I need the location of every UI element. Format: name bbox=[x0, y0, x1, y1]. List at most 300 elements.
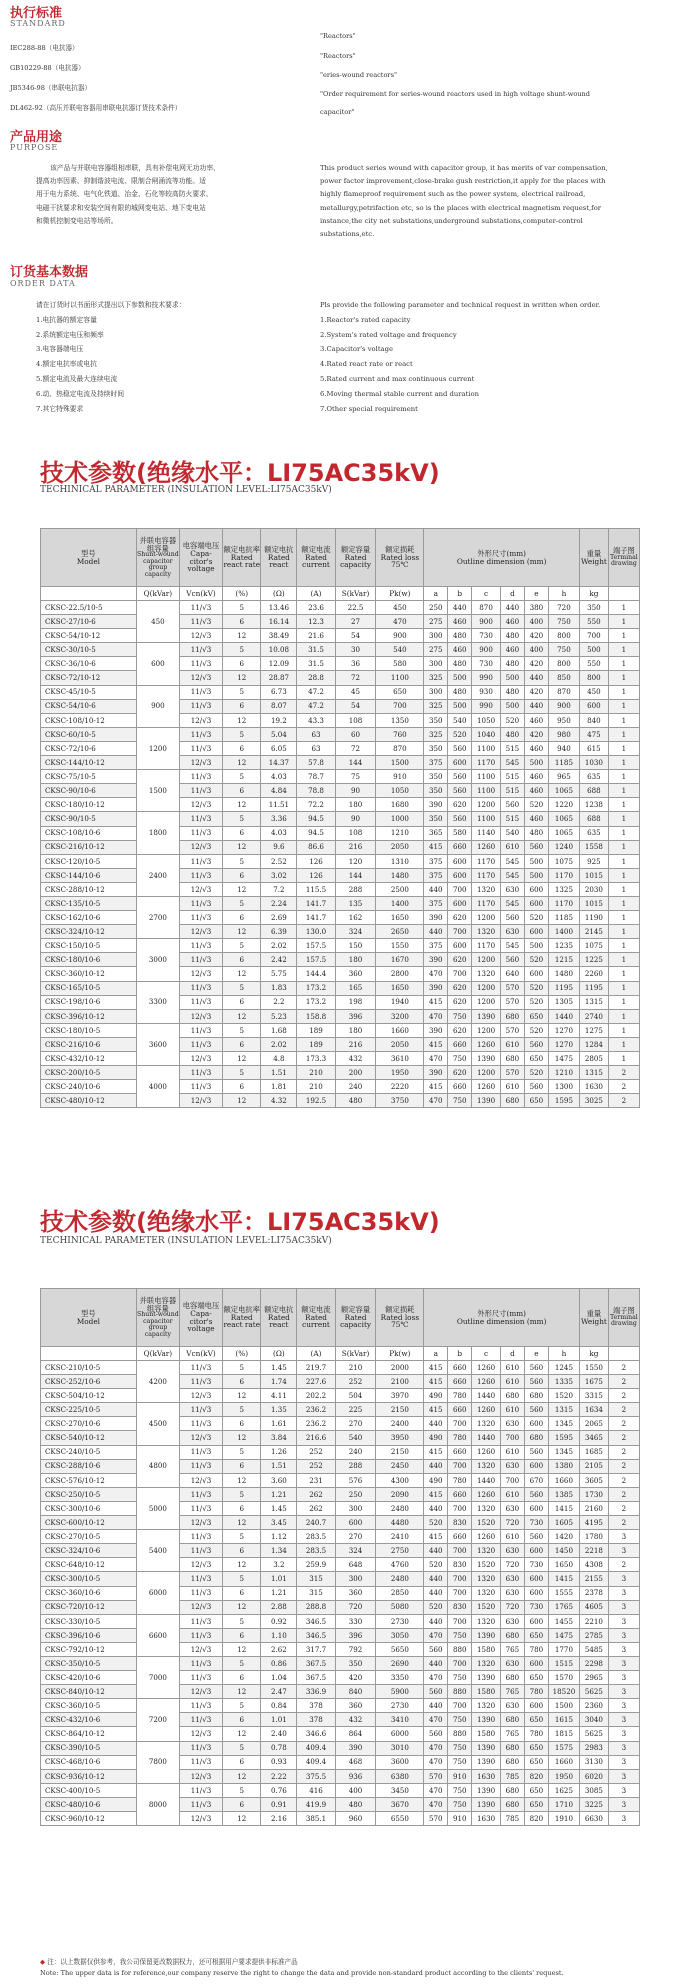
purpose-title: 产品用途 bbox=[10, 130, 63, 145]
table-cell: 1200 bbox=[472, 798, 501, 812]
table-row bbox=[41, 840, 640, 854]
table-cell: 12 bbox=[223, 713, 261, 727]
table-cell: 1185 bbox=[548, 911, 579, 925]
table-cell: 2.52 bbox=[261, 854, 297, 868]
unit-q: Q(kVar) bbox=[136, 1347, 179, 1361]
table-cell: 3 bbox=[608, 1671, 639, 1685]
table-cell: 3 bbox=[608, 1699, 639, 1713]
table-cell: 390 bbox=[424, 1066, 448, 1080]
table-cell: 560 bbox=[524, 1487, 548, 1501]
table-cell: 1350 bbox=[376, 713, 424, 727]
table-cell: 2 bbox=[608, 1417, 639, 1431]
table-cell: 570 bbox=[424, 1812, 448, 1826]
table-cell: 3025 bbox=[580, 1094, 609, 1108]
table-cell: 500 bbox=[448, 671, 472, 685]
table-cell: 1605 bbox=[548, 1516, 579, 1530]
table-cell: 630 bbox=[500, 1459, 524, 1473]
table-cell: 12 bbox=[223, 1094, 261, 1108]
table-cell: 1.10 bbox=[261, 1628, 297, 1642]
table-cell: 240 bbox=[335, 1080, 376, 1094]
table-cell: 650 bbox=[376, 685, 424, 699]
model-cell: CKSC-200/10-5 bbox=[41, 1066, 137, 1080]
purpose-line-en: power factor improvement,close-brake gush restriction,it apply for the places with bbox=[320, 177, 606, 186]
table-cell: 1260 bbox=[472, 1530, 501, 1544]
table-cell: 30 bbox=[335, 643, 376, 657]
table-cell: 216.6 bbox=[297, 1431, 335, 1445]
table-cell: 385.1 bbox=[297, 1812, 335, 1826]
order-line-en: 4.Rated react rate or react bbox=[320, 360, 413, 369]
table-cell: 940 bbox=[548, 741, 579, 755]
model-cell: CKSC-240/10-5 bbox=[41, 1445, 137, 1459]
table-cell: 470 bbox=[424, 1052, 448, 1066]
table-row bbox=[41, 995, 640, 1009]
table-cell: 560 bbox=[524, 1361, 548, 1375]
table-cell: 270 bbox=[335, 1530, 376, 1544]
footnote-cn bbox=[40, 1956, 298, 1966]
purpose-line-en: substations,etc. bbox=[320, 230, 375, 239]
unit-v: Vcn(kV) bbox=[179, 1347, 222, 1361]
table-cell: 12 bbox=[223, 798, 261, 812]
table-cell: 415 bbox=[424, 840, 448, 854]
table-cell: 1390 bbox=[472, 1094, 501, 1108]
table-cell: 460 bbox=[524, 741, 548, 755]
table-cell: 1195 bbox=[580, 981, 609, 995]
table-cell: 730 bbox=[472, 657, 501, 671]
table-cell: 11/√3 bbox=[179, 896, 222, 910]
table-cell: 11/√3 bbox=[179, 1671, 222, 1685]
table-cell: 785 bbox=[500, 1812, 524, 1826]
table-cell: 27 bbox=[335, 615, 376, 629]
table-cell: 1190 bbox=[580, 911, 609, 925]
table-cell: 2 bbox=[608, 1403, 639, 1417]
table-cell: 6 bbox=[223, 826, 261, 840]
table-cell: 440 bbox=[424, 882, 448, 896]
table-cell: 5 bbox=[223, 601, 261, 615]
table-cell: 12/√3 bbox=[179, 671, 222, 685]
table-cell: 4800 bbox=[136, 1445, 179, 1487]
table-cell: 1215 bbox=[548, 953, 579, 967]
model-cell: CKSC-576/10-12 bbox=[41, 1473, 137, 1487]
table-cell: 2965 bbox=[580, 1671, 609, 1685]
table-cell: 432 bbox=[335, 1052, 376, 1066]
standard-line-en: "Reactors" bbox=[320, 52, 356, 60]
table-cell: 2065 bbox=[580, 1417, 609, 1431]
table-cell: 360 bbox=[335, 1699, 376, 1713]
table-cell: 7200 bbox=[136, 1699, 179, 1741]
order-title: 订货基本数据 bbox=[10, 265, 89, 280]
table-cell: 346.6 bbox=[297, 1727, 335, 1741]
unit-blank bbox=[608, 587, 639, 601]
table-cell: 262 bbox=[297, 1487, 335, 1501]
unit-kg: kg bbox=[580, 1347, 609, 1361]
table-cell: 470 bbox=[424, 967, 448, 981]
table-cell: 480 bbox=[448, 657, 472, 671]
model-cell: CKSC-144/10-6 bbox=[41, 868, 137, 882]
table-row bbox=[41, 854, 640, 868]
table-cell: 880 bbox=[448, 1727, 472, 1741]
table-cell: 630 bbox=[500, 925, 524, 939]
table-cell: 11/√3 bbox=[179, 953, 222, 967]
table-cell: 610 bbox=[500, 1375, 524, 1389]
table-cell: 12/√3 bbox=[179, 1558, 222, 1572]
table-cell: 6 bbox=[223, 1459, 261, 1473]
table-cell: 6 bbox=[223, 699, 261, 713]
table-cell: 560 bbox=[524, 1403, 548, 1417]
table-cell: 1170 bbox=[472, 756, 501, 770]
table-cell: 1 bbox=[608, 812, 639, 826]
table-cell: 765 bbox=[500, 1727, 524, 1741]
table-cell: 680 bbox=[500, 1094, 524, 1108]
model-cell: CKSC-180/10-12 bbox=[41, 798, 137, 812]
table-cell: 5 bbox=[223, 1783, 261, 1797]
table-cell: 12/√3 bbox=[179, 629, 222, 643]
table-cell: 11/√3 bbox=[179, 1755, 222, 1769]
table-cell: 1520 bbox=[472, 1558, 501, 1572]
table-cell: 2.2 bbox=[261, 995, 297, 1009]
table-cell: 2 bbox=[608, 1445, 639, 1459]
table-row bbox=[41, 699, 640, 713]
table-cell: 1 bbox=[608, 896, 639, 910]
table-cell: 3 bbox=[608, 1727, 639, 1741]
table-cell: 7.2 bbox=[261, 882, 297, 896]
table-cell: 1170 bbox=[548, 868, 579, 882]
table-row bbox=[41, 1037, 640, 1051]
table-cell: 1275 bbox=[580, 1023, 609, 1037]
model-cell: CKSC-90/10-6 bbox=[41, 784, 137, 798]
table-cell: 990 bbox=[472, 671, 501, 685]
table1-title: 技术参数(绝缘水平：LI75AC35kV) bbox=[40, 459, 440, 487]
table-cell: 1 bbox=[608, 615, 639, 629]
table-cell: 1.21 bbox=[261, 1586, 297, 1600]
table-cell: 480 bbox=[500, 629, 524, 643]
order-line: 2.系统额定电压和频率 bbox=[36, 330, 104, 339]
table-cell: 78.7 bbox=[297, 770, 335, 784]
table-cell: 520 bbox=[448, 727, 472, 741]
table-cell: 1390 bbox=[472, 1009, 501, 1023]
table-cell: 288 bbox=[335, 1459, 376, 1473]
standard-line-en: "eries-wound reactors" bbox=[320, 71, 398, 79]
unit-p: Pk(w) bbox=[376, 1347, 424, 1361]
table-cell: 12 bbox=[223, 1009, 261, 1023]
table-cell: 650 bbox=[524, 1797, 548, 1811]
table-cell: 415 bbox=[424, 995, 448, 1009]
table-cell: 460 bbox=[524, 770, 548, 784]
col-react-rate: 额定电抗率 Rated react rate bbox=[223, 529, 261, 587]
table-cell: 1.01 bbox=[261, 1713, 297, 1727]
standard-subtitle: STANDARD bbox=[10, 19, 66, 28]
table-cell: 1320 bbox=[472, 1614, 501, 1628]
table-cell: 3 bbox=[608, 1783, 639, 1797]
table-cell: 18520 bbox=[548, 1685, 579, 1699]
table-cell: 450 bbox=[136, 601, 179, 643]
table-cell: 440 bbox=[424, 925, 448, 939]
table-row bbox=[41, 1783, 640, 1797]
table-row bbox=[41, 1741, 640, 1755]
table-cell: 400 bbox=[524, 643, 548, 657]
table-cell: 12/√3 bbox=[179, 882, 222, 896]
table-cell: 540 bbox=[500, 826, 524, 840]
model-cell: CKSC-468/10-6 bbox=[41, 1755, 137, 1769]
table-cell: 1390 bbox=[472, 1783, 501, 1797]
order-line: 1.电抗器的额定容量 bbox=[36, 315, 97, 324]
table-cell: 1440 bbox=[548, 1009, 579, 1023]
table-cell: 5 bbox=[223, 1487, 261, 1501]
table-cell: 63 bbox=[297, 741, 335, 755]
table-cell: 1320 bbox=[472, 1699, 501, 1713]
table-row bbox=[41, 1066, 640, 1080]
table-cell: 1200 bbox=[136, 727, 179, 769]
col-dimension: 外形尺寸(mm) Outline dimension (mm) bbox=[424, 1289, 580, 1347]
table-cell: 7800 bbox=[136, 1741, 179, 1783]
table-cell: 415 bbox=[424, 1530, 448, 1544]
table-cell: 57.8 bbox=[297, 756, 335, 770]
model-cell: CKSC-54/10-12 bbox=[41, 629, 137, 643]
table-cell: 480 bbox=[335, 1797, 376, 1811]
table-cell: 47.2 bbox=[297, 685, 335, 699]
table-cell: 570 bbox=[500, 1066, 524, 1080]
table-cell: 1200 bbox=[472, 911, 501, 925]
table-cell: 5 bbox=[223, 1361, 261, 1375]
table-row bbox=[41, 657, 640, 671]
table-cell: 1000 bbox=[376, 812, 424, 826]
table-row bbox=[41, 1755, 640, 1769]
table-cell: 11/√3 bbox=[179, 854, 222, 868]
table-cell: 750 bbox=[448, 1713, 472, 1727]
table-cell: 5.04 bbox=[261, 727, 297, 741]
table-cell: 600 bbox=[524, 1459, 548, 1473]
table-cell: 12/√3 bbox=[179, 1685, 222, 1699]
table-cell: 1520 bbox=[472, 1516, 501, 1530]
table-cell: 1075 bbox=[580, 939, 609, 953]
table-cell: 800 bbox=[548, 657, 579, 671]
table-cell: 830 bbox=[448, 1516, 472, 1530]
table-cell: 22.5 bbox=[335, 601, 376, 615]
table-cell: 3465 bbox=[580, 1431, 609, 1445]
table-cell: 2800 bbox=[376, 967, 424, 981]
table-row bbox=[41, 1361, 640, 1375]
order-line-en: 6.Moving thermal stable current and duration bbox=[320, 389, 479, 398]
table-cell: 1315 bbox=[548, 1403, 579, 1417]
table-cell: 6 bbox=[223, 1375, 261, 1389]
table-cell: 1320 bbox=[472, 1501, 501, 1515]
table-cell: 515 bbox=[500, 741, 524, 755]
table-cell: 660 bbox=[448, 1530, 472, 1544]
table-cell: 1 bbox=[608, 657, 639, 671]
table2-subtitle: TECHINICAL PARAMETER (INSULATION LEVEL:LI75AC35kV) bbox=[40, 1236, 332, 1246]
table-cell: 200 bbox=[335, 1066, 376, 1080]
table-cell: 11/√3 bbox=[179, 1614, 222, 1628]
table-cell: 1390 bbox=[472, 1755, 501, 1769]
table-cell: 3 bbox=[608, 1741, 639, 1755]
model-cell: CKSC-27/10-6 bbox=[41, 615, 137, 629]
table-cell: 1595 bbox=[548, 1431, 579, 1445]
table-cell: 11/√3 bbox=[179, 601, 222, 615]
table-cell: 3 bbox=[608, 1642, 639, 1656]
table-cell: 1 bbox=[608, 1023, 639, 1037]
table-cell: 7000 bbox=[136, 1656, 179, 1698]
table-cell: 6380 bbox=[376, 1769, 424, 1783]
table-cell: 2145 bbox=[580, 925, 609, 939]
table-cell: 480 bbox=[448, 685, 472, 699]
table-cell: 378 bbox=[297, 1699, 335, 1713]
table-cell: 396 bbox=[335, 1009, 376, 1023]
table-cell: 1.45 bbox=[261, 1361, 297, 1375]
table-row bbox=[41, 826, 640, 840]
table-cell: 12/√3 bbox=[179, 1473, 222, 1487]
table-cell: 210 bbox=[297, 1080, 335, 1094]
table-cell: 480 bbox=[448, 629, 472, 643]
table-cell: 560 bbox=[424, 1685, 448, 1699]
unit-i: (A) bbox=[297, 587, 335, 601]
table-cell: 460 bbox=[500, 643, 524, 657]
table-cell: 1065 bbox=[548, 784, 579, 798]
table-cell: 600 bbox=[136, 643, 179, 685]
table-cell: 1065 bbox=[548, 826, 579, 840]
table-row bbox=[41, 1094, 640, 1108]
model-cell: CKSC-250/10-5 bbox=[41, 1487, 137, 1501]
table-cell: 1480 bbox=[376, 868, 424, 882]
table-cell: 4.84 bbox=[261, 784, 297, 798]
table-row bbox=[41, 1501, 640, 1515]
table-row bbox=[41, 756, 640, 770]
table-cell: 615 bbox=[580, 741, 609, 755]
col-capacity: 额定容量 Rated capacity bbox=[335, 529, 376, 587]
table-cell: 700 bbox=[448, 1417, 472, 1431]
model-cell: CKSC-720/10-12 bbox=[41, 1600, 137, 1614]
table-cell: 2740 bbox=[580, 1009, 609, 1023]
table-cell: 6 bbox=[223, 784, 261, 798]
table-cell: 1245 bbox=[548, 1361, 579, 1375]
table-cell: 315 bbox=[297, 1572, 335, 1586]
table-cell: 1580 bbox=[472, 1685, 501, 1699]
table-cell: 3 bbox=[608, 1614, 639, 1628]
model-cell: CKSC-225/10-5 bbox=[41, 1403, 137, 1417]
table-cell: 1660 bbox=[548, 1473, 579, 1487]
table-cell: 1780 bbox=[580, 1530, 609, 1544]
table-cell: 560 bbox=[524, 1037, 548, 1051]
table-cell: 470 bbox=[424, 1797, 448, 1811]
table-cell: 560 bbox=[500, 953, 524, 967]
table-cell: 950 bbox=[548, 713, 579, 727]
table-cell: 1040 bbox=[472, 727, 501, 741]
table-cell: 650 bbox=[524, 1052, 548, 1066]
footnote-en: Note: The upper data is for reference,our company reserve the right to change the data and provide non-standard product according to the clients' request. bbox=[40, 1969, 564, 1977]
table-cell: 3000 bbox=[136, 939, 179, 981]
table-cell: 520 bbox=[524, 911, 548, 925]
table-cell: 500 bbox=[580, 643, 609, 657]
order-list-en bbox=[320, 298, 695, 416]
table-cell: 1440 bbox=[472, 1431, 501, 1445]
table-cell: 5 bbox=[223, 1656, 261, 1670]
table-cell: 500 bbox=[500, 699, 524, 713]
table-cell: 1200 bbox=[472, 1023, 501, 1037]
table-row bbox=[41, 1403, 640, 1417]
standard-line: DL462-92（高压并联电容器用串联电抗器订货技术条件） bbox=[10, 104, 182, 112]
table-cell: 1 bbox=[608, 643, 639, 657]
table-cell: 11/√3 bbox=[179, 826, 222, 840]
table-cell: 1140 bbox=[472, 826, 501, 840]
table-cell: 520 bbox=[424, 1558, 448, 1572]
unit-rr: (%) bbox=[223, 1347, 261, 1361]
table-cell: 720 bbox=[500, 1558, 524, 1572]
table-row bbox=[41, 1642, 640, 1656]
table-row bbox=[41, 925, 640, 939]
table-cell: 144.4 bbox=[297, 967, 335, 981]
table-cell: 1 bbox=[608, 784, 639, 798]
table-cell: 750 bbox=[448, 1741, 472, 1755]
table-cell: 1800 bbox=[136, 812, 179, 854]
table-cell: 1 bbox=[608, 981, 639, 995]
purpose-line: 提高功率因素、抑制谐波电流、限制合闸涌流等功能。适 bbox=[36, 177, 206, 186]
table-cell: 375 bbox=[424, 896, 448, 910]
table-cell: 500 bbox=[524, 854, 548, 868]
table-cell: 3 bbox=[608, 1812, 639, 1826]
table-cell: 870 bbox=[376, 741, 424, 755]
table-cell: 1440 bbox=[472, 1389, 501, 1403]
table-cell: 1050 bbox=[376, 784, 424, 798]
table-cell: 231 bbox=[297, 1473, 335, 1487]
model-cell: CKSC-270/10-5 bbox=[41, 1530, 137, 1544]
table-cell: 1.68 bbox=[261, 1023, 297, 1037]
table-cell: 630 bbox=[500, 1544, 524, 1558]
table-cell: 3225 bbox=[580, 1797, 609, 1811]
model-cell: CKSC-936/10-12 bbox=[41, 1769, 137, 1783]
table-cell: 688 bbox=[580, 812, 609, 826]
table-cell: 1100 bbox=[472, 784, 501, 798]
table-cell: 765 bbox=[500, 1685, 524, 1699]
table-cell: 288 bbox=[335, 882, 376, 896]
table-cell: 11/√3 bbox=[179, 1544, 222, 1558]
model-cell: CKSC-45/10-5 bbox=[41, 685, 137, 699]
table-cell: 6 bbox=[223, 1544, 261, 1558]
table-cell: 11/√3 bbox=[179, 1037, 222, 1051]
model-cell: CKSC-165/10-5 bbox=[41, 981, 137, 995]
table-cell: 5000 bbox=[136, 1487, 179, 1529]
table-cell: 750 bbox=[448, 1755, 472, 1769]
table-cell: 660 bbox=[448, 1080, 472, 1094]
table-cell: 980 bbox=[548, 727, 579, 741]
table-cell: 23.6 bbox=[297, 601, 335, 615]
table-cell: 480 bbox=[524, 826, 548, 840]
table-cell: 830 bbox=[448, 1558, 472, 1572]
model-cell: CKSC-252/10-6 bbox=[41, 1375, 137, 1389]
table-cell: 1685 bbox=[580, 1445, 609, 1459]
standard-line-en: capacitor" bbox=[320, 108, 355, 116]
table-cell: 600 bbox=[524, 1699, 548, 1713]
table-cell: 3 bbox=[608, 1586, 639, 1600]
model-cell: CKSC-150/10-5 bbox=[41, 939, 137, 953]
model-cell: CKSC-300/10-5 bbox=[41, 1572, 137, 1586]
table-cell: 2 bbox=[608, 1558, 639, 1572]
table-cell: 12 bbox=[223, 1769, 261, 1783]
table-cell: 1260 bbox=[472, 840, 501, 854]
table-cell: 1345 bbox=[548, 1445, 579, 1459]
table-cell: 350 bbox=[335, 1656, 376, 1670]
table-cell: 325 bbox=[424, 727, 448, 741]
table-cell: 0.86 bbox=[261, 1656, 297, 1670]
table-row bbox=[41, 896, 640, 910]
table-cell: 11/√3 bbox=[179, 1797, 222, 1811]
table-cell: 1675 bbox=[580, 1375, 609, 1389]
table-cell: 2155 bbox=[580, 1572, 609, 1586]
table-cell: 141.7 bbox=[297, 911, 335, 925]
table-cell: 375 bbox=[424, 939, 448, 953]
table-cell: 1 bbox=[608, 854, 639, 868]
table-cell: 2 bbox=[608, 1066, 639, 1080]
table-cell: 210 bbox=[335, 1361, 376, 1375]
table-cell: 900 bbox=[136, 685, 179, 727]
model-cell: CKSC-180/10-5 bbox=[41, 1023, 137, 1037]
